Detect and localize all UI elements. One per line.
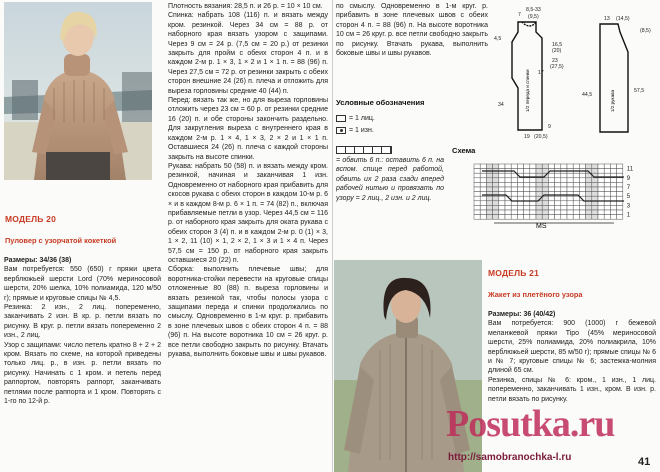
chart-cell — [586, 187, 592, 192]
chart-cell — [573, 201, 579, 206]
chart-cell — [579, 210, 585, 215]
chart-cell — [567, 178, 573, 183]
chart-cell — [474, 196, 480, 201]
chart-cell — [610, 169, 616, 174]
chart-cell — [561, 196, 567, 201]
piece-label-body: 1/2 переда и спинки — [525, 69, 530, 112]
chart-cell — [610, 178, 616, 183]
chart-cell — [561, 201, 567, 206]
chart-cell — [493, 178, 499, 183]
chart-cell — [561, 187, 567, 192]
chart-cell — [524, 169, 530, 174]
chart-cell — [548, 178, 554, 183]
chart-cell — [610, 196, 616, 201]
dim-label: 4,5 — [494, 36, 502, 42]
chart-cell — [474, 201, 480, 206]
chart-cell — [598, 187, 604, 192]
chart-cell — [604, 196, 610, 201]
sizes: Размеры: 34/36 (38) — [4, 257, 72, 264]
chart-cell — [517, 210, 523, 215]
chart-cell — [592, 210, 598, 215]
chart-cell — [499, 187, 505, 192]
chart-cell — [579, 173, 585, 178]
dim-label: 34 — [498, 102, 504, 108]
rapport-label: MS — [536, 223, 547, 230]
chart-cell — [486, 164, 492, 169]
chart-cell — [573, 210, 579, 215]
chart-cell — [592, 164, 598, 169]
chart-cell — [474, 205, 480, 210]
model21-needs: Вам потребуется: 900 (1000) г бежевой меланжевой пряжи Tipo (45% мериносовой шерсти, 25% полиамида, 20% полиакрила, 10% верблюжьей шерсти, 85 м/50 г); прямые спицы № 6 и № 7; круговые спицы № 6; застежка-молния длиной 65 см. — [488, 320, 656, 375]
column-divider — [332, 0, 333, 472]
needs: Вам потребуется: 550 (650) г пряжи цвета верблюжьей шерсти Lord (70% мериносовой шерсти, 20% шелка, 10% полиамида, 120 м/50 г); прямые и круговые спицы № 4,5. — [4, 266, 161, 302]
chart-cell — [486, 215, 492, 220]
chart-cell — [542, 201, 548, 206]
row-number: 9 — [626, 175, 631, 182]
chart-cell — [505, 187, 511, 192]
chart-cell — [480, 187, 486, 192]
chart-cell — [573, 215, 579, 220]
chart-cell — [474, 169, 480, 174]
chart-cell — [517, 169, 523, 174]
chart-cell — [598, 164, 604, 169]
chart-cell — [610, 192, 616, 197]
front: Перед: вязать так же, но для выреза горловины отложить через 23 см = 60 р. от резинки средние 16 (20) п. и обе стороны закончить раздельно. Для закругления выреза с внутреннего края в каждом 2-м р. 1 × 4, 1 × 3, 2 × 2 и 1 × 1 п. Оставшиеся 24 (26) п. плеча с каждой стороны закрыть на высоте спинки. — [168, 97, 328, 161]
sleeves: Рукава: набрать 50 (58) п. и вязать между кром. резинкой, начиная и заканчивая 1 изн. Одновременно от наборного края прибавить для скосов рукава с обеих сторон в каждом 10-м р. 6 × и в каждом 8-м р. 6 × 1 п. = 74 (82) п., включая прибавляемые петли в узор. Через 44,5 см = 116 р. от наборного края закрыть для оката рукава с обеих сторон 3 (4) п. и в каждом 2-м р. 0 (1) × 3, 1 × 2, 11 (10) × 1, 2 × 2, 1 × 3 и 1 × 4 п. Через 57,5 см = 150 р. от наборного края закрыть оставшиеся 20 (22) п. — [168, 162, 328, 264]
chart-cell — [474, 164, 480, 169]
dim-label: 7 — [518, 12, 521, 18]
model20-label: МОДЕЛЬ 20 — [5, 214, 56, 224]
chart-cell — [536, 192, 542, 197]
chart-cell — [517, 182, 523, 187]
chart-cell — [480, 173, 486, 178]
chart-cell — [617, 205, 623, 210]
chart-cell — [561, 178, 567, 183]
chart-cell — [548, 164, 554, 169]
chart-cell — [561, 173, 567, 178]
chart-cell — [493, 215, 499, 220]
chart-cell — [561, 205, 567, 210]
chart-cell — [548, 201, 554, 206]
chart-cell — [524, 192, 530, 197]
chart-cell — [511, 187, 517, 192]
chart-cell — [604, 182, 610, 187]
chart-cell — [573, 182, 579, 187]
dim-label: 16,5 — [552, 42, 563, 48]
chart-cell — [604, 187, 610, 192]
chart-cell — [536, 169, 542, 174]
back: Спинка: набрать 108 (116) п. и вязать между кром. резинкой. Через 34 см = 88 р. от наборного края вязать узором с защипами. Через 9 см = 24 р. (7,5 см = 20 р.) от резинки закрыть для пройм с обеих сторон 4 п. и в каждом 2-м р. 1 × 3, 1 × 2 и 1 × 1 п. = 88 (96) п. Через 27,5 см = 72 р. от резинки закрыть с обеих сторон внешние 24 (26) п. плеча и отложить для выреза горловины средние 40 (44) п. — [168, 12, 328, 95]
chart-cell — [598, 182, 604, 187]
chart-cell — [542, 169, 548, 174]
chart-cell — [524, 205, 530, 210]
chart-cell — [604, 178, 610, 183]
chart-cell — [530, 192, 536, 197]
stitch-chart — [454, 160, 658, 232]
chart-cell — [511, 178, 517, 183]
chart-cell — [480, 205, 486, 210]
chart-cell — [499, 164, 505, 169]
chart-cell — [511, 192, 517, 197]
chart-cell — [586, 178, 592, 183]
chart-cell — [542, 182, 548, 187]
chart-cell — [480, 196, 486, 201]
chart-cell — [505, 201, 511, 206]
dim-label: 19 — [524, 134, 530, 140]
chart-cell — [573, 187, 579, 192]
chart-cell — [555, 187, 561, 192]
chart-cell — [505, 205, 511, 210]
chart-cell — [555, 196, 561, 201]
chart-cell — [604, 215, 610, 220]
chart-cell — [486, 178, 492, 183]
chart-cell — [499, 173, 505, 178]
chart-cell — [567, 173, 573, 178]
chart-cell — [542, 205, 548, 210]
cable-symbol-icon — [336, 146, 392, 154]
chart-cell — [598, 169, 604, 174]
chart-cell — [536, 178, 542, 183]
dim-label: 44,5 — [582, 92, 593, 98]
rib: Резинка: 2 изн., 2 лиц. попеременно, заканчивать 2 изн. В кр. р. петли вязать по рисунку. В круг. р. петли вязать попеременно 2 изн., 2 лиц. — [4, 304, 161, 340]
legend-cable: = обвить 6 п.: оставить 6 п. на вспом. спице перед работой, обвить их 2 раза сзади вперед рабочей нитью и провязать по узору = 2 лиц., 2 изн. и 2 лиц. — [336, 157, 444, 202]
chart-cell — [530, 178, 536, 183]
dim-label: 57,5 — [634, 88, 645, 94]
chart-cell — [480, 201, 486, 206]
dim-label: (14,5) — [616, 16, 630, 22]
chart-cell — [486, 173, 492, 178]
model20-photo — [4, 2, 152, 180]
model21-label: МОДЕЛЬ 21 — [488, 268, 539, 278]
chart-cell — [579, 187, 585, 192]
chart-cell — [499, 196, 505, 201]
chart-cell — [524, 196, 530, 201]
chart-cell — [567, 210, 573, 215]
chart-cell — [474, 210, 480, 215]
chart-cell — [530, 187, 536, 192]
chart-cell — [480, 178, 486, 183]
chart-cell — [474, 173, 480, 178]
chart-cell — [486, 210, 492, 215]
chart-cell — [586, 196, 592, 201]
chart-cell — [561, 210, 567, 215]
chart-cell — [555, 205, 561, 210]
dim-label: (20,5) — [534, 134, 548, 140]
chart-cell — [474, 187, 480, 192]
schematic-diagram — [492, 2, 656, 142]
legend-title: Условные обозначения — [336, 98, 425, 107]
source-url: http://samobranochka-l.ru — [448, 452, 572, 463]
chart-cell — [579, 182, 585, 187]
chart-cell — [592, 182, 598, 187]
dim-label: (27,5) — [550, 64, 564, 70]
legend-knit: = 1 лиц. — [336, 114, 446, 124]
chart-cell — [536, 164, 542, 169]
chart-cell — [555, 173, 561, 178]
chart-cell — [555, 182, 561, 187]
chart-cell — [480, 210, 486, 215]
dim-label: (20) — [552, 48, 562, 54]
chart-cell — [517, 215, 523, 220]
chart-cell — [617, 187, 623, 192]
chart-cell — [598, 215, 604, 220]
chart-cell — [617, 215, 623, 220]
chart-cell — [542, 187, 548, 192]
chart-cell — [493, 173, 499, 178]
chart-cell — [530, 210, 536, 215]
chart-cell — [542, 164, 548, 169]
chart-cell — [617, 182, 623, 187]
chart-cell — [592, 169, 598, 174]
chart-cell — [573, 173, 579, 178]
chart-cell — [617, 164, 623, 169]
chart-cell — [480, 215, 486, 220]
chart-cell — [536, 182, 542, 187]
chart-cell — [598, 210, 604, 215]
chart-cell — [530, 169, 536, 174]
model20-middle-text — [168, 2, 328, 470]
chart-cell — [598, 178, 604, 183]
chart-cell — [586, 192, 592, 197]
chart-cell — [517, 196, 523, 201]
chart-cell — [530, 182, 536, 187]
chart-cell — [567, 187, 573, 192]
pattern: Узор с защипами: число петель кратно 8 + 2 + 2 кром. Вязать по схеме, на которой приведены только лиц. р., в изн. р. петли вязать по рисунку. Начинать с 1 кром. и петель перед раппортом, повторять раппорт, заканчивать петлями после раппорта и 1 кром. Повторять с 1-го по 12-й р. — [4, 341, 161, 406]
assembly-continuation: по смыслу. Одновременно в 1-м круг. р. прибавить в зоне плечевых швов с обеих сторон 4 п. = 88 (96) п. На высоте воротника 10 см = 26 круг. р. все петли свободно закрыть по рисунку. Втачать рукава, выполнить боковые швы и швы рукавов. — [336, 3, 488, 58]
knit-symbol-icon — [336, 115, 346, 122]
chart-cell — [604, 169, 610, 174]
chart-cell — [548, 173, 554, 178]
chart-cell — [592, 192, 598, 197]
chart-cell — [542, 210, 548, 215]
chart-cell — [598, 205, 604, 210]
chart-cell — [586, 164, 592, 169]
chart-cell — [505, 182, 511, 187]
chart-cell — [517, 164, 523, 169]
row-number: 5 — [626, 194, 631, 201]
scheme-title: Схема — [452, 146, 476, 155]
chart-cell — [493, 210, 499, 215]
chart-cell — [499, 201, 505, 206]
dim-label: 13 — [604, 16, 610, 22]
watermark-logo: Posutka.ru — [446, 403, 615, 445]
dim-label: (8,5) — [640, 28, 651, 34]
chart-cell — [536, 215, 542, 220]
chart-cell — [505, 215, 511, 220]
chart-cell — [486, 205, 492, 210]
chart-cell — [542, 178, 548, 183]
chart-cell — [617, 196, 623, 201]
chart-cell — [561, 182, 567, 187]
chart-cell — [524, 210, 530, 215]
chart-cell — [480, 182, 486, 187]
chart-cell — [555, 215, 561, 220]
dim-label: 8,5-33 — [526, 7, 541, 13]
chart-cell — [579, 215, 585, 220]
dim-label: 17 — [538, 70, 544, 76]
chart-cell — [517, 192, 523, 197]
chart-cell — [542, 196, 548, 201]
dim-label: 9 — [548, 124, 551, 130]
row-number: 1 — [626, 212, 631, 219]
chart-cell — [548, 182, 554, 187]
model21-sizes: Размеры: 36 (40/42) — [488, 311, 556, 318]
chart-cell — [486, 201, 492, 206]
chart-cell — [486, 196, 492, 201]
chart-cell — [524, 178, 530, 183]
chart-cell — [555, 164, 561, 169]
chart-cell — [474, 178, 480, 183]
chart-cell — [610, 164, 616, 169]
chart-cell — [486, 182, 492, 187]
chart-cell — [592, 178, 598, 183]
chart-cell — [548, 210, 554, 215]
chart-cell — [524, 187, 530, 192]
chart-cell — [604, 164, 610, 169]
row-number: 3 — [626, 203, 631, 210]
assembly-start: Сборка: выполнить плечевые швы; для воротника-стойки перевести на круговые спицы отложенные 80 (88) п. выреза горловины и вязать резинкой так, чтобы полосы узора с защипами переда и спинки продолжались по смыслу. Одновременно в 1-м круг. р. прибавить в зоне плечевых швов с обеих сторон 4 п. = 88 (96) п. На высоте воротника 10 см = 26 круг. р. все петли свободно закрыть по рисунку. Втачать рукава, выполнить боковые швы и швы рукавов. — [168, 266, 328, 359]
chart-cell — [486, 187, 492, 192]
chart-cell — [530, 164, 536, 169]
chart-cell — [499, 205, 505, 210]
piece-label-sleeve: 1/2 рукава — [610, 89, 615, 112]
chart-cell — [592, 215, 598, 220]
chart-cell — [511, 182, 517, 187]
chart-cell — [586, 205, 592, 210]
chart-cell — [598, 192, 604, 197]
dim-label: 23 — [552, 58, 558, 64]
dim-label: (9,5) — [528, 14, 539, 20]
chart-cell — [579, 205, 585, 210]
chart-cell — [536, 205, 542, 210]
chart-cell — [579, 164, 585, 169]
chart-cell — [474, 192, 480, 197]
chart-cell — [573, 205, 579, 210]
chart-cell — [610, 205, 616, 210]
chart-cell — [586, 182, 592, 187]
chart-cell — [505, 178, 511, 183]
chart-cell — [536, 187, 542, 192]
chart-cell — [536, 210, 542, 215]
chart-cell — [524, 164, 530, 169]
chart-cell — [586, 210, 592, 215]
chart-cell — [511, 210, 517, 215]
chart-cell — [561, 215, 567, 220]
chart-cell — [499, 210, 505, 215]
chart-cell — [542, 215, 548, 220]
chart-cell — [511, 196, 517, 201]
chart-cell — [499, 215, 505, 220]
chart-cell — [493, 187, 499, 192]
chart-cell — [505, 173, 511, 178]
page-number: 41 — [638, 456, 651, 468]
chart-cell — [493, 164, 499, 169]
model21-title: Жакет из плетёного узора — [488, 290, 583, 299]
chart-cell — [592, 187, 598, 192]
row-number: 7 — [626, 185, 631, 191]
chart-cell — [604, 205, 610, 210]
model21-rib: Резинка, спицы № 6: кром., 1 изн., 1 лиц. попеременно, заканчивать 1 изн., кром. В изн. р. петли вязать по рисунку. — [488, 376, 656, 403]
chart-cell — [567, 182, 573, 187]
chart-cell — [493, 196, 499, 201]
chart-cell — [505, 210, 511, 215]
chart-cell — [555, 178, 561, 183]
chart-cell — [499, 178, 505, 183]
chart-cell — [511, 215, 517, 220]
chart-cell — [617, 210, 623, 215]
chart-cell — [592, 205, 598, 210]
chart-cell — [604, 210, 610, 215]
model20-title: Пуловер с узорчатой кокеткой — [5, 236, 117, 245]
chart-cell — [517, 187, 523, 192]
row-number: 11 — [626, 166, 634, 173]
legend-purl: = 1 изн. — [336, 126, 446, 136]
chart-cell — [598, 196, 604, 201]
chart-cell — [530, 196, 536, 201]
chart-cell — [524, 182, 530, 187]
chart-cell — [511, 164, 517, 169]
chart-cell — [474, 182, 480, 187]
chart-cell — [517, 205, 523, 210]
chart-cell — [610, 182, 616, 187]
chart-cell — [604, 192, 610, 197]
chart-cell — [617, 178, 623, 183]
chart-cell — [499, 182, 505, 187]
chart-cell — [548, 187, 554, 192]
chart-cell — [610, 210, 616, 215]
chart-cell — [573, 196, 579, 201]
chart-cell — [617, 169, 623, 174]
chart-cell — [493, 182, 499, 187]
purl-symbol-icon — [336, 127, 346, 134]
chart-cell — [579, 178, 585, 183]
chart-cell — [567, 201, 573, 206]
chart-cell — [493, 201, 499, 206]
chart-cell — [548, 205, 554, 210]
chart-cell — [548, 196, 554, 201]
chart-cell — [573, 178, 579, 183]
chart-cell — [567, 205, 573, 210]
chart-cell — [480, 164, 486, 169]
chart-cell — [579, 192, 585, 197]
chart-cell — [530, 215, 536, 220]
chart-cell — [567, 196, 573, 201]
chart-cell — [555, 201, 561, 206]
chart-cell — [474, 215, 480, 220]
chart-cell — [524, 215, 530, 220]
chart-cell — [610, 187, 616, 192]
chart-cell — [511, 205, 517, 210]
chart-cell — [592, 196, 598, 201]
model20-left-text — [4, 256, 161, 470]
chart-cell — [548, 215, 554, 220]
chart-cell — [555, 210, 561, 215]
chart-cell — [573, 164, 579, 169]
chart-cell — [517, 178, 523, 183]
density: Плотность вязания: 28,5 п. и 26 р. = 10 × 10 см. — [168, 3, 323, 10]
chart-cell — [567, 215, 573, 220]
chart-cell — [610, 215, 616, 220]
chart-cell — [567, 164, 573, 169]
chart-cell — [530, 205, 536, 210]
chart-cell — [505, 164, 511, 169]
chart-cell — [561, 164, 567, 169]
chart-cell — [617, 192, 623, 197]
chart-cell — [586, 215, 592, 220]
chart-cell — [493, 205, 499, 210]
